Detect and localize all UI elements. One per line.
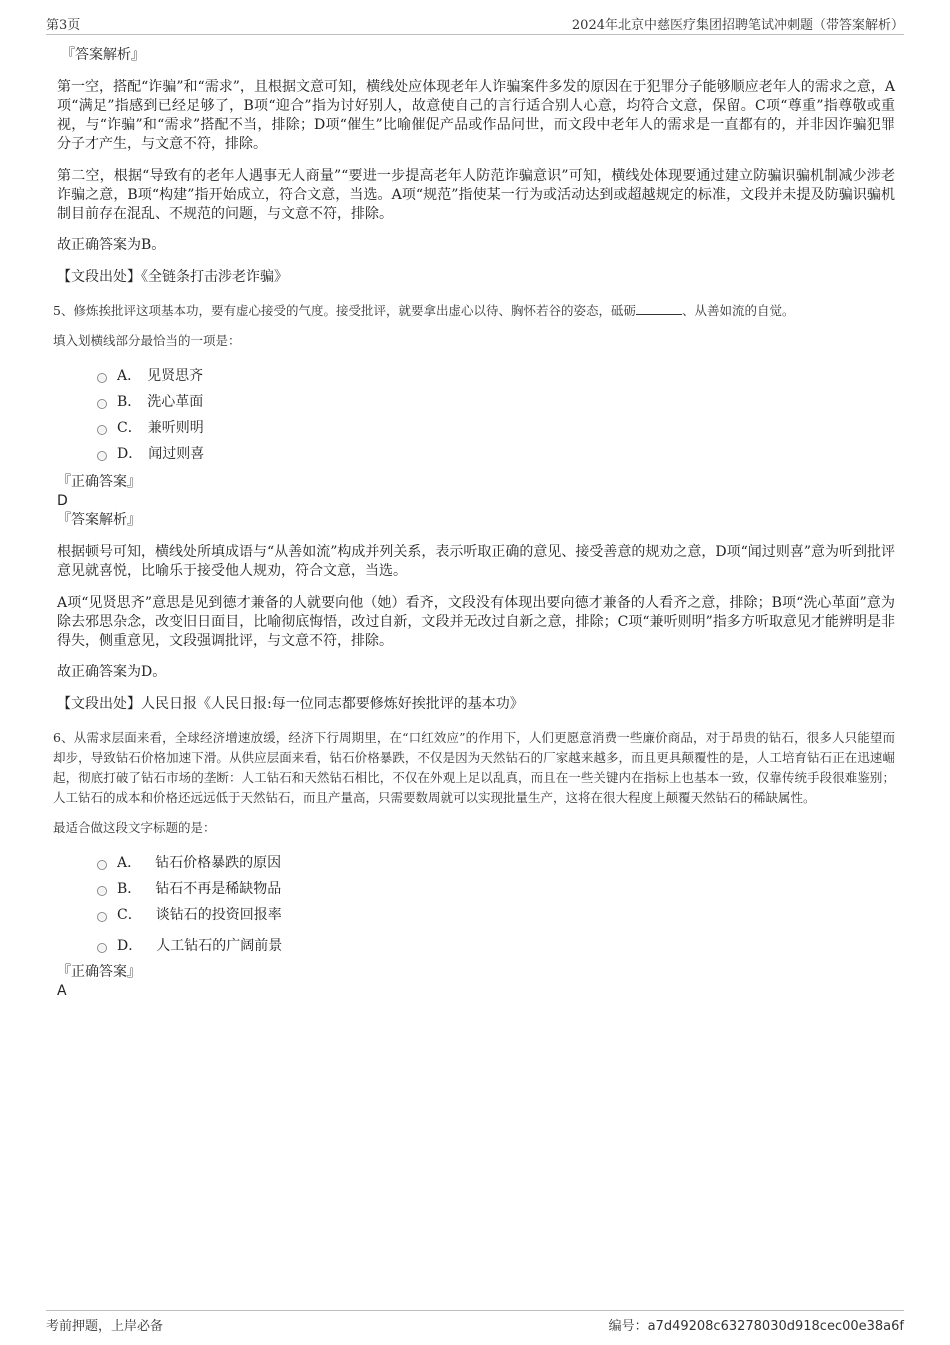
option-b[interactable] (97, 389, 895, 415)
option-key: D． (117, 446, 143, 462)
option-text: 闻过则喜 (148, 446, 205, 462)
footer-slogan: 考前押题，上岸必备 (46, 1319, 164, 1334)
options-list (97, 363, 895, 467)
option-a[interactable] (97, 363, 895, 389)
option-c[interactable] (97, 415, 895, 441)
option-text: 钻石价格暴跌的原因 (155, 855, 282, 871)
question-stem (53, 301, 895, 321)
radio-button[interactable] (97, 451, 107, 461)
analysis-label: 『答案解析』 (57, 512, 141, 528)
question-stem-text: 、从善如流的自觉。 (681, 303, 795, 318)
option-text: 见贤思齐 (147, 368, 204, 384)
page-number: 第3页 (46, 18, 81, 33)
answer-label: 『正确答案』 (57, 474, 141, 490)
question-stem: 6、从需求层面来看，全球经济增速放缓，经济下行周期里，在“口红效应”的作用下，人们更愿意消费一些廉价商品，对于昂贵的钻石，很多人只能望而却步，导致钻石价格加速下滑。从供应层面来看，钻石价格暴跌，不仅是因为天然钻石的厂家越来越多，而且更具颠覆性的是，人工培育钻石正在迅速崛起，彻底打破了钻石市场的垄断：人工钻石和天然钻石相比，不仅在外观上足以乱真，而且在一些关键内在指标上也基本一致，仅靠传统手段很难鉴别；人工钻石的成本和价格还远远低于天然钻石，而且产量高，只需要数周就可以实现批量生产，这将在很大程度上颠覆天然钻石的稀缺属性。 (53, 730, 895, 805)
option-text: 洗心革面 (147, 394, 204, 410)
option-a[interactable] (97, 850, 895, 876)
radio-button[interactable] (97, 860, 107, 870)
document-title: 2024年北京中慈医疗集团招聘笔试冲刺题（带答案解析） (571, 18, 904, 33)
option-key: B． (117, 394, 142, 410)
answer-label: 『正确答案』 (57, 964, 141, 980)
analysis-paragraph: 第二空，根据“导致有的老年人遇事无人商量”“要进一步提高老年人防范诈骗意识”可知，横线处体现要通过建立防骗识骗机制减少涉老诈骗之意，B项“构建”指开始成立，符合文意，当选。A项“规范”指使某一行为或活动达到或超越规定的标准，文段并未提及防骗识骗机制目前存在混乱、不规范的问题，与文意不符，排除。 (57, 168, 895, 222)
correct-answer: D (57, 493, 68, 509)
options-list (97, 850, 895, 959)
analysis-label: 『答案解析』 (61, 47, 145, 63)
option-text: 人工钻石的广阔前景 (156, 938, 283, 954)
option-text: 钻石不再是稀缺物品 (155, 881, 282, 897)
document-code (609, 1315, 904, 1334)
option-key: A． (117, 368, 142, 384)
option-d[interactable] (97, 441, 895, 467)
page-footer (46, 1310, 904, 1333)
code-label: 编号： (608, 1319, 648, 1334)
correct-answer: A (57, 983, 67, 999)
radio-button[interactable] (97, 399, 107, 409)
option-c[interactable] (97, 902, 895, 928)
conclusion: 故正确答案为D。 (57, 664, 167, 680)
option-text: 兼听则明 (147, 420, 204, 436)
option-key: C． (117, 420, 142, 436)
analysis-paragraph: A项“见贤思齐”意思是见到德才兼备的人就要向他（她）看齐，文段没有体现出要向德才兼备的人看齐之意，排除；B项“洗心革面”意为除去邪思杂念，改变旧日面目，比喻彻底悔悟，改过自新，文段并无改过自新之意，排除；C项“兼听则明”指多方听取意见才能辨明是非得失，侧重意见，文段强调批评，与文意不符，排除。 (57, 595, 895, 649)
question-stem-text: 5、修炼挨批评这项基本功，要有虚心接受的气度。接受批评，就要拿出虚心以待、胸怀若谷的姿态，砥砺 (53, 303, 636, 318)
source-citation: 【文段出处】人民日报《人民日报:每一位同志都要修炼好挨批评的基本功》 (57, 696, 524, 712)
analysis-paragraph: 第一空，搭配“诈骗”和“需求”，且根据文意可知，横线处应体现老年人诈骗案件多发的原因在于犯罪分子能够顺应老年人的需求之意，A项“满足”指感到已经足够了，B项“迎合”指为讨好别人，故意使自己的言行适合别人心意，均符合文意，保留。C项“尊重”指尊敬或重视，与“诈骗”和“需求”搭配不当，排除；D项“催生”比喻催促产品或作品问世，而文段中老年人的需求是一直都有的，并非因诈骗犯罪分子才产生，与文意不符，排除。 (57, 79, 895, 152)
option-key: B． (117, 881, 142, 897)
option-text: 谈钻石的投资回报率 (155, 907, 282, 923)
radio-button[interactable] (97, 425, 107, 435)
option-key: C． (117, 907, 142, 923)
code-value: a7d49208c63278030d918cec00e38a6f (647, 1319, 904, 1334)
source-citation: 【文段出处】《全链条打击涉老诈骗》 (57, 269, 288, 285)
question-prompt: 最适合做这段文字标题的是： (53, 820, 216, 835)
radio-button[interactable] (97, 912, 107, 922)
radio-button[interactable] (97, 373, 107, 383)
radio-button[interactable] (97, 943, 107, 953)
option-key: D． (117, 938, 143, 954)
conclusion: 故正确答案为B。 (57, 237, 166, 253)
analysis-paragraph: 根据顿号可知，横线处所填成语与“从善如流”构成并列关系，表示听取正确的意见、接受善意的规劝之意，D项“闻过则喜”意为听到批评意见就喜悦，比喻乐于接受他人规劝，符合文意，当选。 (57, 544, 895, 579)
option-d[interactable] (97, 933, 895, 959)
option-key: A． (117, 855, 142, 871)
document-body (53, 46, 895, 1001)
question-prompt: 填入划横线部分最恰当的一项是： (53, 333, 241, 348)
radio-button[interactable] (97, 886, 107, 896)
option-b[interactable] (97, 876, 895, 902)
answer-blank (636, 302, 682, 315)
page-header (46, 14, 904, 35)
